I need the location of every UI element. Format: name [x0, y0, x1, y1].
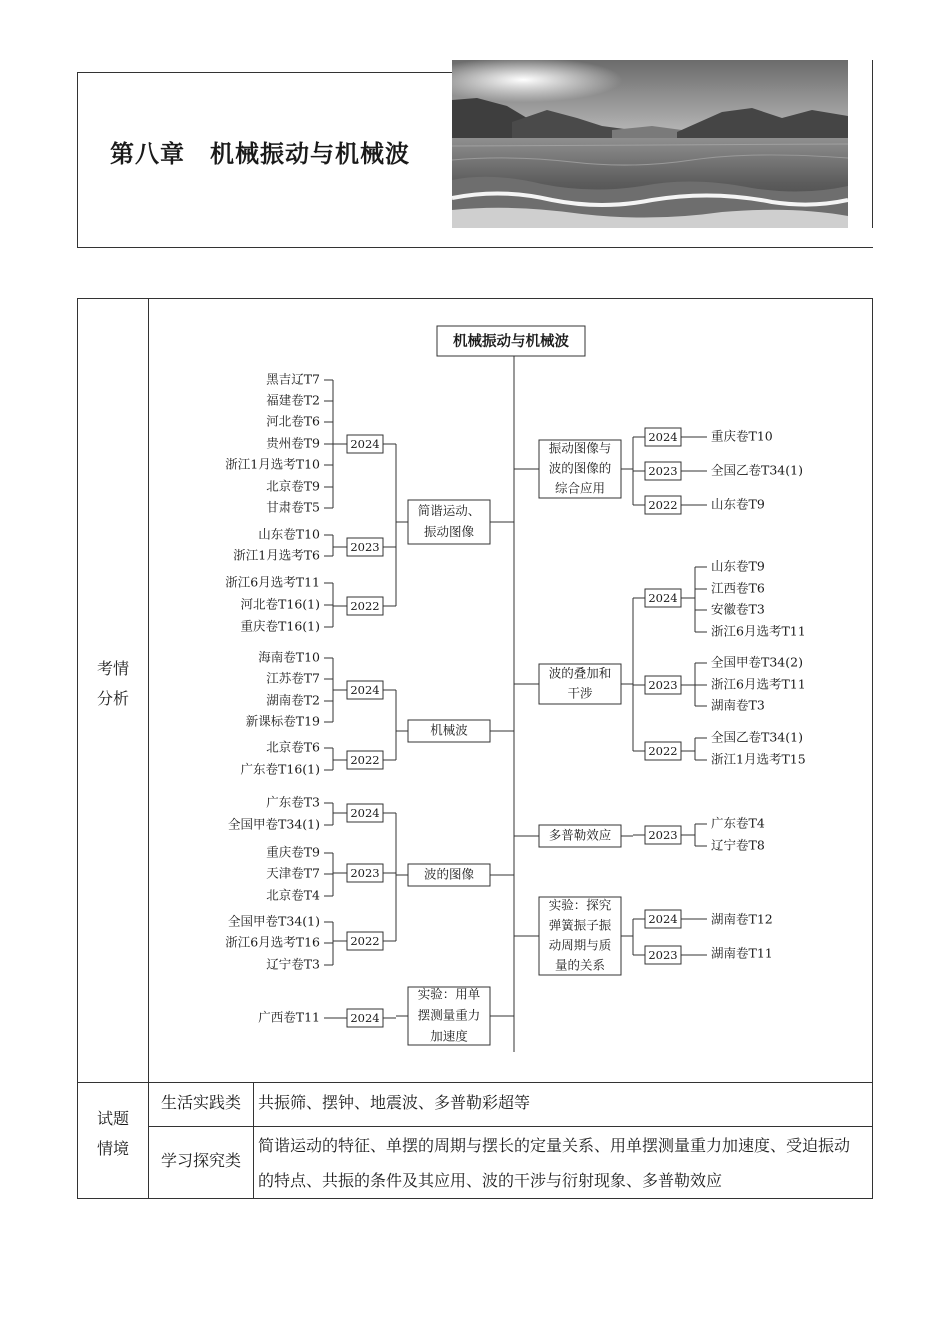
exam-item: 江苏卷T7 [266, 670, 320, 686]
exam-item: 安徽卷T3 [711, 601, 765, 617]
exam-item: 重庆卷T16(1) [240, 618, 320, 634]
topic-label: 动周期与质 [548, 937, 612, 953]
exam-item: 浙江6月选考T16 [225, 934, 320, 950]
topic-label: 振动图像 [423, 524, 475, 539]
table-divider [148, 1126, 872, 1127]
table-divider [253, 1082, 254, 1198]
exam-item: 新课标卷T19 [245, 713, 320, 729]
knowledge-mindmap [148, 320, 872, 1060]
topic-label: 简谐运动、 [417, 503, 481, 518]
year-label: 2022 [648, 744, 678, 758]
exam-item: 湖南卷T12 [711, 911, 773, 927]
year-label: 2024 [648, 912, 678, 926]
exam-item: 湖南卷T11 [711, 945, 773, 961]
year-label: 2024 [350, 437, 380, 451]
chapter-title: 第八章 机械振动与机械波 [110, 140, 410, 168]
exam-item: 浙江6月选考T11 [711, 676, 806, 692]
topic-label: 多普勒效应 [548, 827, 612, 843]
year-label: 2024 [350, 683, 380, 697]
exam-item: 广东卷T4 [711, 815, 765, 831]
topic-label: 弹簧振子振 [548, 917, 612, 933]
sub-label-learning-inquiry: 学习探究类 [160, 1151, 241, 1170]
exam-item: 河北卷T16(1) [240, 596, 320, 612]
sub-label-life-practice: 生活实践类 [160, 1093, 241, 1112]
year-label: 2023 [648, 678, 678, 692]
exam-item: 北京卷T4 [266, 887, 320, 903]
exam-item: 北京卷T9 [266, 478, 320, 494]
exam-item: 广东卷T16(1) [240, 761, 320, 777]
year-label: 2024 [648, 430, 678, 444]
topic-label: 机械波 [430, 722, 468, 738]
exam-item: 浙江6月选考T11 [711, 623, 806, 639]
topic-label: 波的图像的 [548, 460, 612, 476]
exam-item: 广东卷T3 [266, 794, 320, 810]
exam-item: 浙江1月选考T6 [233, 547, 320, 563]
year-label: 2022 [648, 498, 678, 512]
exam-item: 全国乙卷T34(1) [711, 729, 803, 745]
year-label: 2023 [350, 540, 380, 554]
row-label-analysis: 考情 分析 [96, 659, 129, 708]
table-divider [78, 1082, 872, 1083]
exam-item: 广西卷T11 [258, 1009, 320, 1025]
year-label: 2023 [648, 948, 678, 962]
year-label: 2023 [648, 464, 678, 478]
exam-item: 全国甲卷T34(1) [228, 816, 320, 832]
exam-item: 辽宁卷T8 [711, 837, 765, 853]
exam-item: 甘肃卷T5 [266, 499, 320, 515]
life-practice-text: 共振筛、摆钟、地震波、多普勒彩超等 [258, 1093, 531, 1112]
exam-item: 贵州卷T9 [266, 435, 320, 451]
exam-item: 辽宁卷T3 [266, 956, 320, 972]
exam-item: 山东卷T10 [258, 526, 320, 542]
exam-item: 山东卷T9 [711, 496, 765, 512]
exam-item: 全国甲卷T34(1) [228, 913, 320, 929]
exam-item: 全国乙卷T34(1) [711, 462, 803, 478]
header-right-rule [872, 60, 873, 228]
topic-label: 量的关系 [554, 957, 606, 973]
exam-item: 黑吉辽T7 [266, 371, 320, 387]
exam-item: 福建卷T2 [266, 392, 320, 408]
year-label: 2023 [648, 828, 678, 842]
topic-label: 实验：用单 [417, 986, 481, 1002]
topic-label: 波的图像 [423, 866, 475, 882]
topic-label: 实验：探究 [548, 897, 612, 913]
exam-item: 海南卷T10 [258, 649, 320, 665]
year-label: 2024 [350, 806, 380, 820]
row-label-context: 试题 情境 [96, 1109, 129, 1158]
exam-item: 全国甲卷T34(2) [711, 654, 803, 670]
exam-item: 北京卷T6 [266, 739, 320, 755]
year-label: 2022 [350, 753, 380, 767]
topic-label: 振动图像与 [548, 440, 612, 456]
exam-item: 河北卷T6 [266, 413, 320, 429]
exam-item: 浙江1月选考T10 [225, 456, 320, 472]
exam-item: 浙江1月选考T15 [711, 751, 806, 767]
exam-item: 湖南卷T3 [711, 697, 765, 713]
topic-label: 摆测量重力 [417, 1007, 481, 1023]
exam-item: 湖南卷T2 [266, 692, 320, 708]
topic-label: 波的叠加和 [548, 665, 612, 681]
exam-item: 重庆卷T10 [711, 428, 773, 444]
year-label: 2023 [350, 866, 380, 880]
lake-mountain-photo [452, 60, 848, 228]
year-label: 2024 [350, 1011, 380, 1025]
year-label: 2022 [350, 934, 380, 948]
year-label: 2022 [350, 599, 380, 613]
topic-label: 干涉 [567, 685, 593, 701]
exam-item: 浙江6月选考T11 [225, 574, 320, 590]
header-top-rule [78, 72, 453, 73]
chapter-header [77, 72, 873, 248]
year-label: 2024 [648, 591, 678, 605]
exam-item: 天津卷T7 [266, 865, 320, 881]
learning-inquiry-text: 简谐运动的特征、单摆的周期与摆长的定量关系、用单摆测量重力加速度、受迫振动的特点、共振的条件及其应用、波的干涉与衍射现象、多普勒效应 [258, 1136, 851, 1190]
exam-item: 江西卷T6 [711, 580, 765, 596]
topic-label: 加速度 [430, 1028, 468, 1044]
exam-item: 重庆卷T9 [266, 844, 320, 860]
topic-label: 综合应用 [554, 480, 606, 496]
root-title: 机械振动与机械波 [453, 333, 569, 350]
exam-item: 山东卷T9 [711, 558, 765, 574]
